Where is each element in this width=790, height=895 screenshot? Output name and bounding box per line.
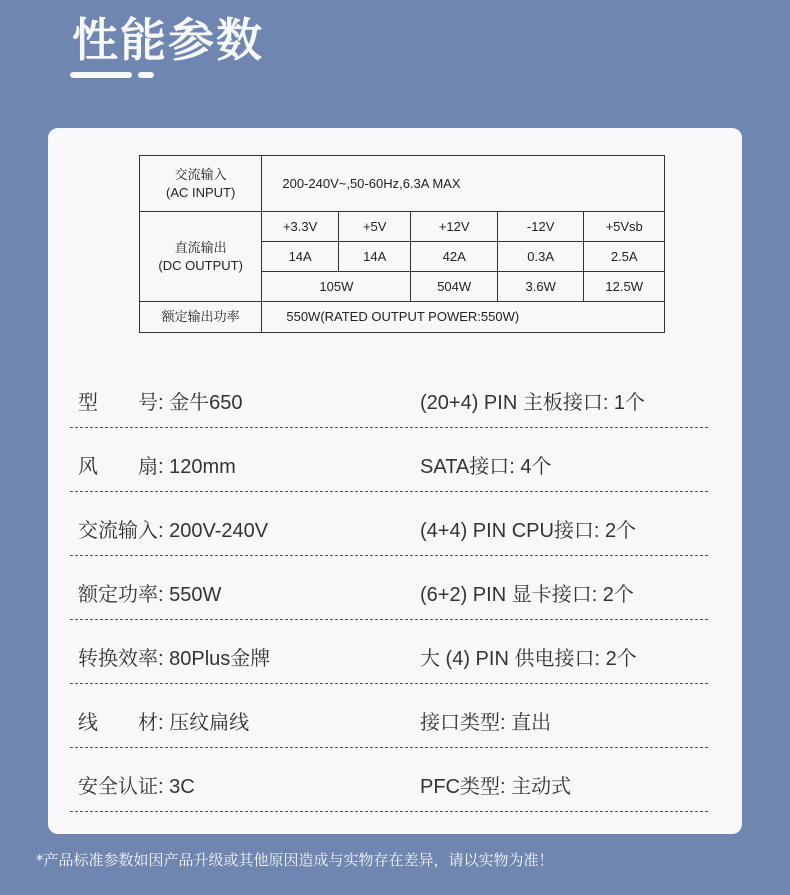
param-row [70,364,708,428]
spec-table [139,155,665,333]
page-title: 性能参数 [72,13,264,67]
rail-row [140,212,665,242]
current-cell: 14A [262,242,339,272]
param-right: 接口类型: 直出 [420,712,552,734]
param-list [70,364,708,812]
rail-cell: +5Vsb [584,212,665,242]
param-row [70,428,708,492]
current-cell: 0.3A [497,242,583,272]
power-cell: 3.6W [497,272,583,302]
rated-value: 550W(RATED OUTPUT POWER:550W) [262,302,665,333]
rail-cell: +5V [338,212,411,242]
rated-label: 额定输出功率 [140,302,262,333]
ac-label [140,156,262,212]
ac-label-en: (AC INPUT) [166,184,236,200]
param-left: 型 号: 金牛650 [78,392,243,414]
title-underline-long [70,72,132,78]
param-right: SATA接口: 4个 [420,456,552,478]
param-right: 大 (4) PIN 供电接口: 2个 [420,648,637,670]
param-row [70,748,708,812]
param-left: 交流输入: 200V-240V [78,520,269,542]
power-cell: 12.5W [584,272,665,302]
ac-value: 200-240V~,50-60Hz,6.3A MAX [262,156,665,212]
dc-label-cn: 直流输出 [174,239,227,255]
power-cell: 504W [411,272,497,302]
dc-label [140,212,262,302]
spec-card [48,128,742,834]
ac-label-cn: 交流输入 [174,166,227,182]
param-row [70,492,708,556]
param-left: 安全认证: 3C [78,776,195,798]
dc-label-en: (DC OUTPUT) [158,257,243,273]
param-left: 线 材: 压纹扁线 [78,712,250,734]
rail-cell: -12V [497,212,583,242]
param-left: 风 扇: 120mm [78,456,236,478]
param-right: (6+2) PIN 显卡接口: 2个 [420,584,634,606]
rail-cell: +3.3V [262,212,339,242]
footnote: *产品标准参数如因产品升级或其他原因造成与实物存在差异，请以实物为准！ [36,851,554,869]
param-row [70,556,708,620]
current-cell: 2.5A [584,242,665,272]
param-left: 转换效率: 80Plus金牌 [78,648,271,670]
title-underline-short [138,72,154,78]
param-right: PFC类型: 主动式 [420,776,572,798]
current-cell: 42A [411,242,497,272]
param-row [70,684,708,748]
param-right: (4+4) PIN CPU接口: 2个 [420,520,637,542]
rail-cell: +12V [411,212,497,242]
param-row [70,620,708,684]
ac-row [140,156,665,212]
combined-power-cell: 105W [262,272,411,302]
param-right: (20+4) PIN 主板接口: 1个 [420,392,646,414]
current-cell: 14A [338,242,411,272]
rated-row [140,302,665,333]
param-left: 额定功率: 550W [78,584,222,606]
